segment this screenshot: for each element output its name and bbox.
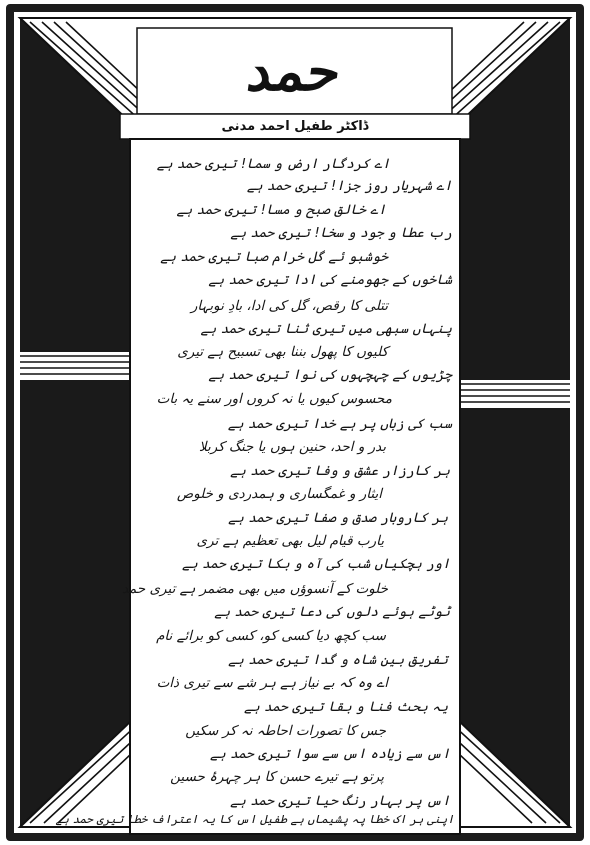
poem-line: اے خالق صبح و مسا! تیری حمد ہے bbox=[176, 202, 386, 218]
poem-line: کلیوں کا پھول بننا بھی تسبیح ہے تیری bbox=[177, 344, 388, 360]
poem-line: اے کردگار ارض و سما! تیری حمد ہے bbox=[156, 156, 390, 172]
poem-line: ہر کاروبار صدق و صفا تیری حمد ہے bbox=[228, 510, 448, 526]
poem-line: پرتو ہے تیرے حسن کا ہر چہرۂ حسین bbox=[170, 769, 384, 785]
poem-line: اس سے زیادہ اس سے سوا تیری حمد ہے bbox=[210, 746, 450, 762]
poem-line: سب کی زباں پر ہے خدا تیری حمد ہے bbox=[227, 416, 452, 432]
poem-line: محسوس کیوں یا نہ کروں اور سنے یہ بات bbox=[156, 391, 392, 407]
author-name: ڈاکٹر طفیل احمد مدنی bbox=[221, 119, 369, 134]
poem-line: خلوت کے آنسوؤں میں بھی مضمر ہے تیری حمد bbox=[121, 581, 388, 597]
poem-line: سب کچھ دیا کسی کو، کسی کو برائے نام bbox=[156, 628, 386, 644]
poem-line: یہ بحث فنا و بقا تیری حمد ہے bbox=[243, 699, 448, 715]
poem-line: اور ہچکیاں شب کی آہ و بکا تیری حمد ہے bbox=[181, 556, 450, 572]
poem-line: پنہاں سبھی میں تیری ثنا تیری حمد ہے bbox=[200, 321, 452, 337]
poem-line: چڑیوں کے چہچہوں کی نوا تیری حمد ہے bbox=[208, 367, 452, 383]
poem-body bbox=[55, 141, 458, 831]
author-bar bbox=[120, 114, 470, 139]
poem-line: اے وہ کہ بے نیاز ہے ہر شے سے تیری ذات bbox=[156, 675, 388, 691]
poem-line: بدر و احد، حنین ہوں یا جنگ کربلا bbox=[198, 439, 386, 455]
poem-line: تتلی کا رقص، گل کی ادا، بادِ نوبہار bbox=[190, 298, 388, 314]
poem-line: خوشبو ئے گل خرام صبا تیری حمد ہے bbox=[160, 249, 388, 265]
left-horizontal-stripes bbox=[20, 352, 132, 380]
poem-line: ہر کارزار عشق و وفا تیری حمد ہے bbox=[230, 463, 450, 479]
poem-line: اپنی ہر اک خطا پہ پشیماں ہے طفیل اس کا یہ اعتراف خطا تیری حمد ہے bbox=[55, 812, 454, 826]
poem-line: اس پر بہار رنگ حیا تیری حمد ہے bbox=[230, 793, 450, 809]
poem-line: اے شہریار روز جزا! تیری حمد ہے bbox=[246, 178, 452, 194]
poem-line: رب عطا و جود و سخا! تیری حمد ہے bbox=[230, 225, 452, 241]
right-horizontal-stripes bbox=[458, 380, 570, 408]
poem-line: جس کا تصورات احاطہ نہ کر سکیں bbox=[185, 723, 386, 739]
title-box bbox=[137, 28, 452, 114]
poem-line: ٹوٹے ہوئے دلوں کی دعا تیری حمد ہے bbox=[214, 604, 450, 620]
poem-line: شاخوں کے جھومنے کی ادا تیری حمد ہے bbox=[208, 272, 452, 288]
poem-line: یارب قیام لیل بھی تعظیم ہے تری bbox=[196, 533, 384, 549]
poem-line: ایثار و غمگساری و ہمدردی و خلوص bbox=[176, 486, 382, 502]
poem-title: حمد bbox=[243, 39, 346, 103]
poem-line: تفریق بین شاہ و گدا تیری حمد ہے bbox=[228, 652, 448, 668]
